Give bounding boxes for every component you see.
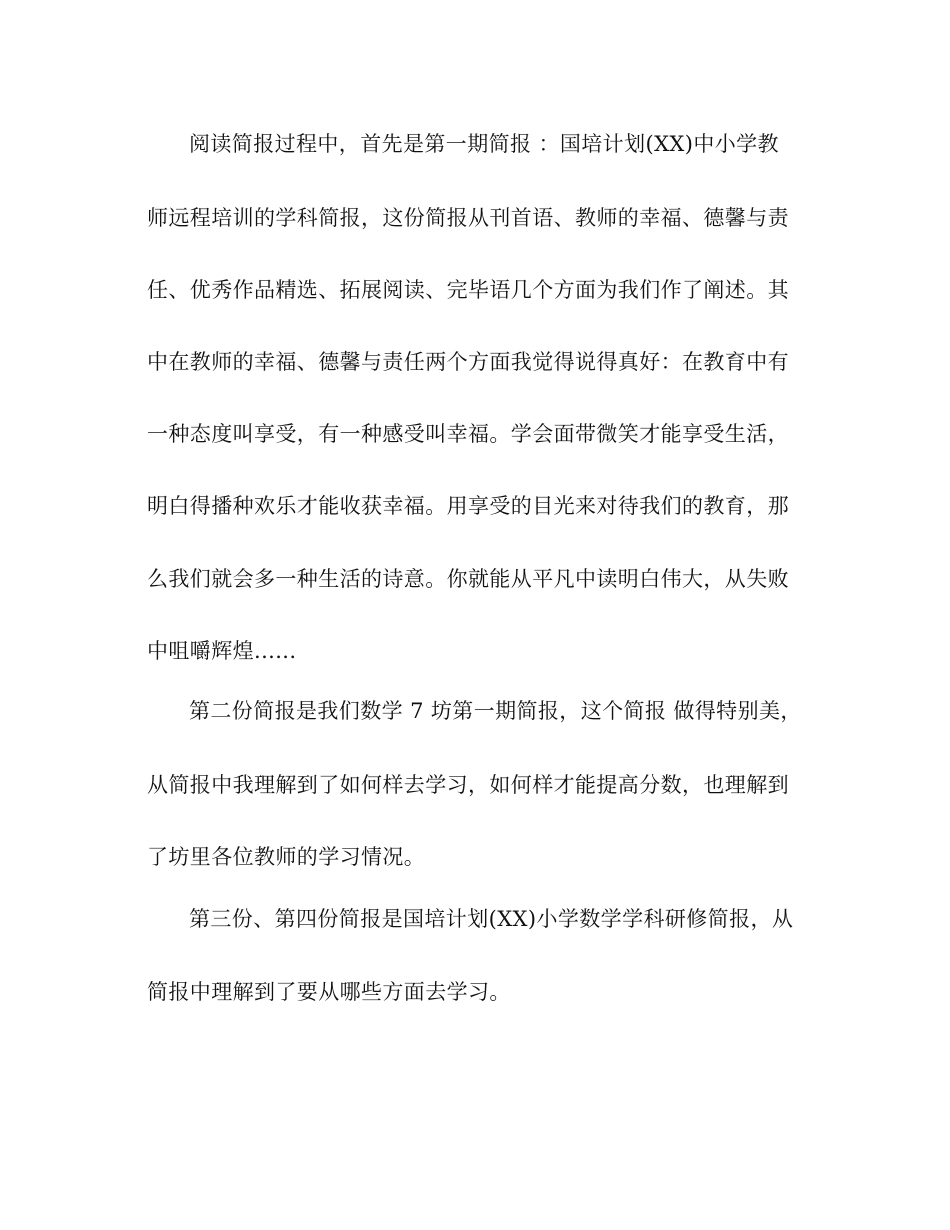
paragraph-1-line-5: 一种态度叫享受，有一种感受叫幸福。学会面带微笑才能享受生活， xyxy=(147,422,789,446)
paragraph-2-line-1: 第二份简报是我们数学 7 坊第一期简报，这个简报 做得特别美， xyxy=(189,699,802,723)
paragraph-2-line-3: 了坊里各位教师的学习情况。 xyxy=(147,845,426,869)
paragraph-1-line-2: 师远程培训的学科简报，这份简报从刊首语、教师的幸福、德馨与责 xyxy=(147,206,789,230)
paragraph-1-line-8: 中咀嚼辉煌...... xyxy=(147,639,297,663)
paragraph-3-line-1: 第三份、第四份简报是国培计划(XX)小学数学学科研修简报，从 xyxy=(189,907,794,931)
paragraph-1-line-3: 任、优秀作品精选、拓展阅读、完毕语几个方面为我们作了阐述。其 xyxy=(147,278,789,302)
paragraph-1-line-6: 明白得播种欢乐才能收获幸福。用享受的目光来对待我们的教育，那 xyxy=(147,494,789,518)
paragraph-1-line-4: 中在教师的幸福、德馨与责任两个方面我觉得说得真好：在教育中有 xyxy=(147,350,789,374)
paragraph-2-line-2: 从简报中我理解到了如何样去学习，如何样才能提高分数，也理解到 xyxy=(147,773,789,797)
paragraph-1-line-1: 阅读简报过程中，首先是第一期简报 ：国培计划(XX)中小学教 xyxy=(189,132,779,156)
paragraph-3-line-2: 简报中理解到了要从哪些方面去学习。 xyxy=(147,980,511,1004)
paragraph-1-line-7: 么我们就会多一种生活的诗意。你就能从平凡中读明白伟大，从失败 xyxy=(147,567,789,591)
